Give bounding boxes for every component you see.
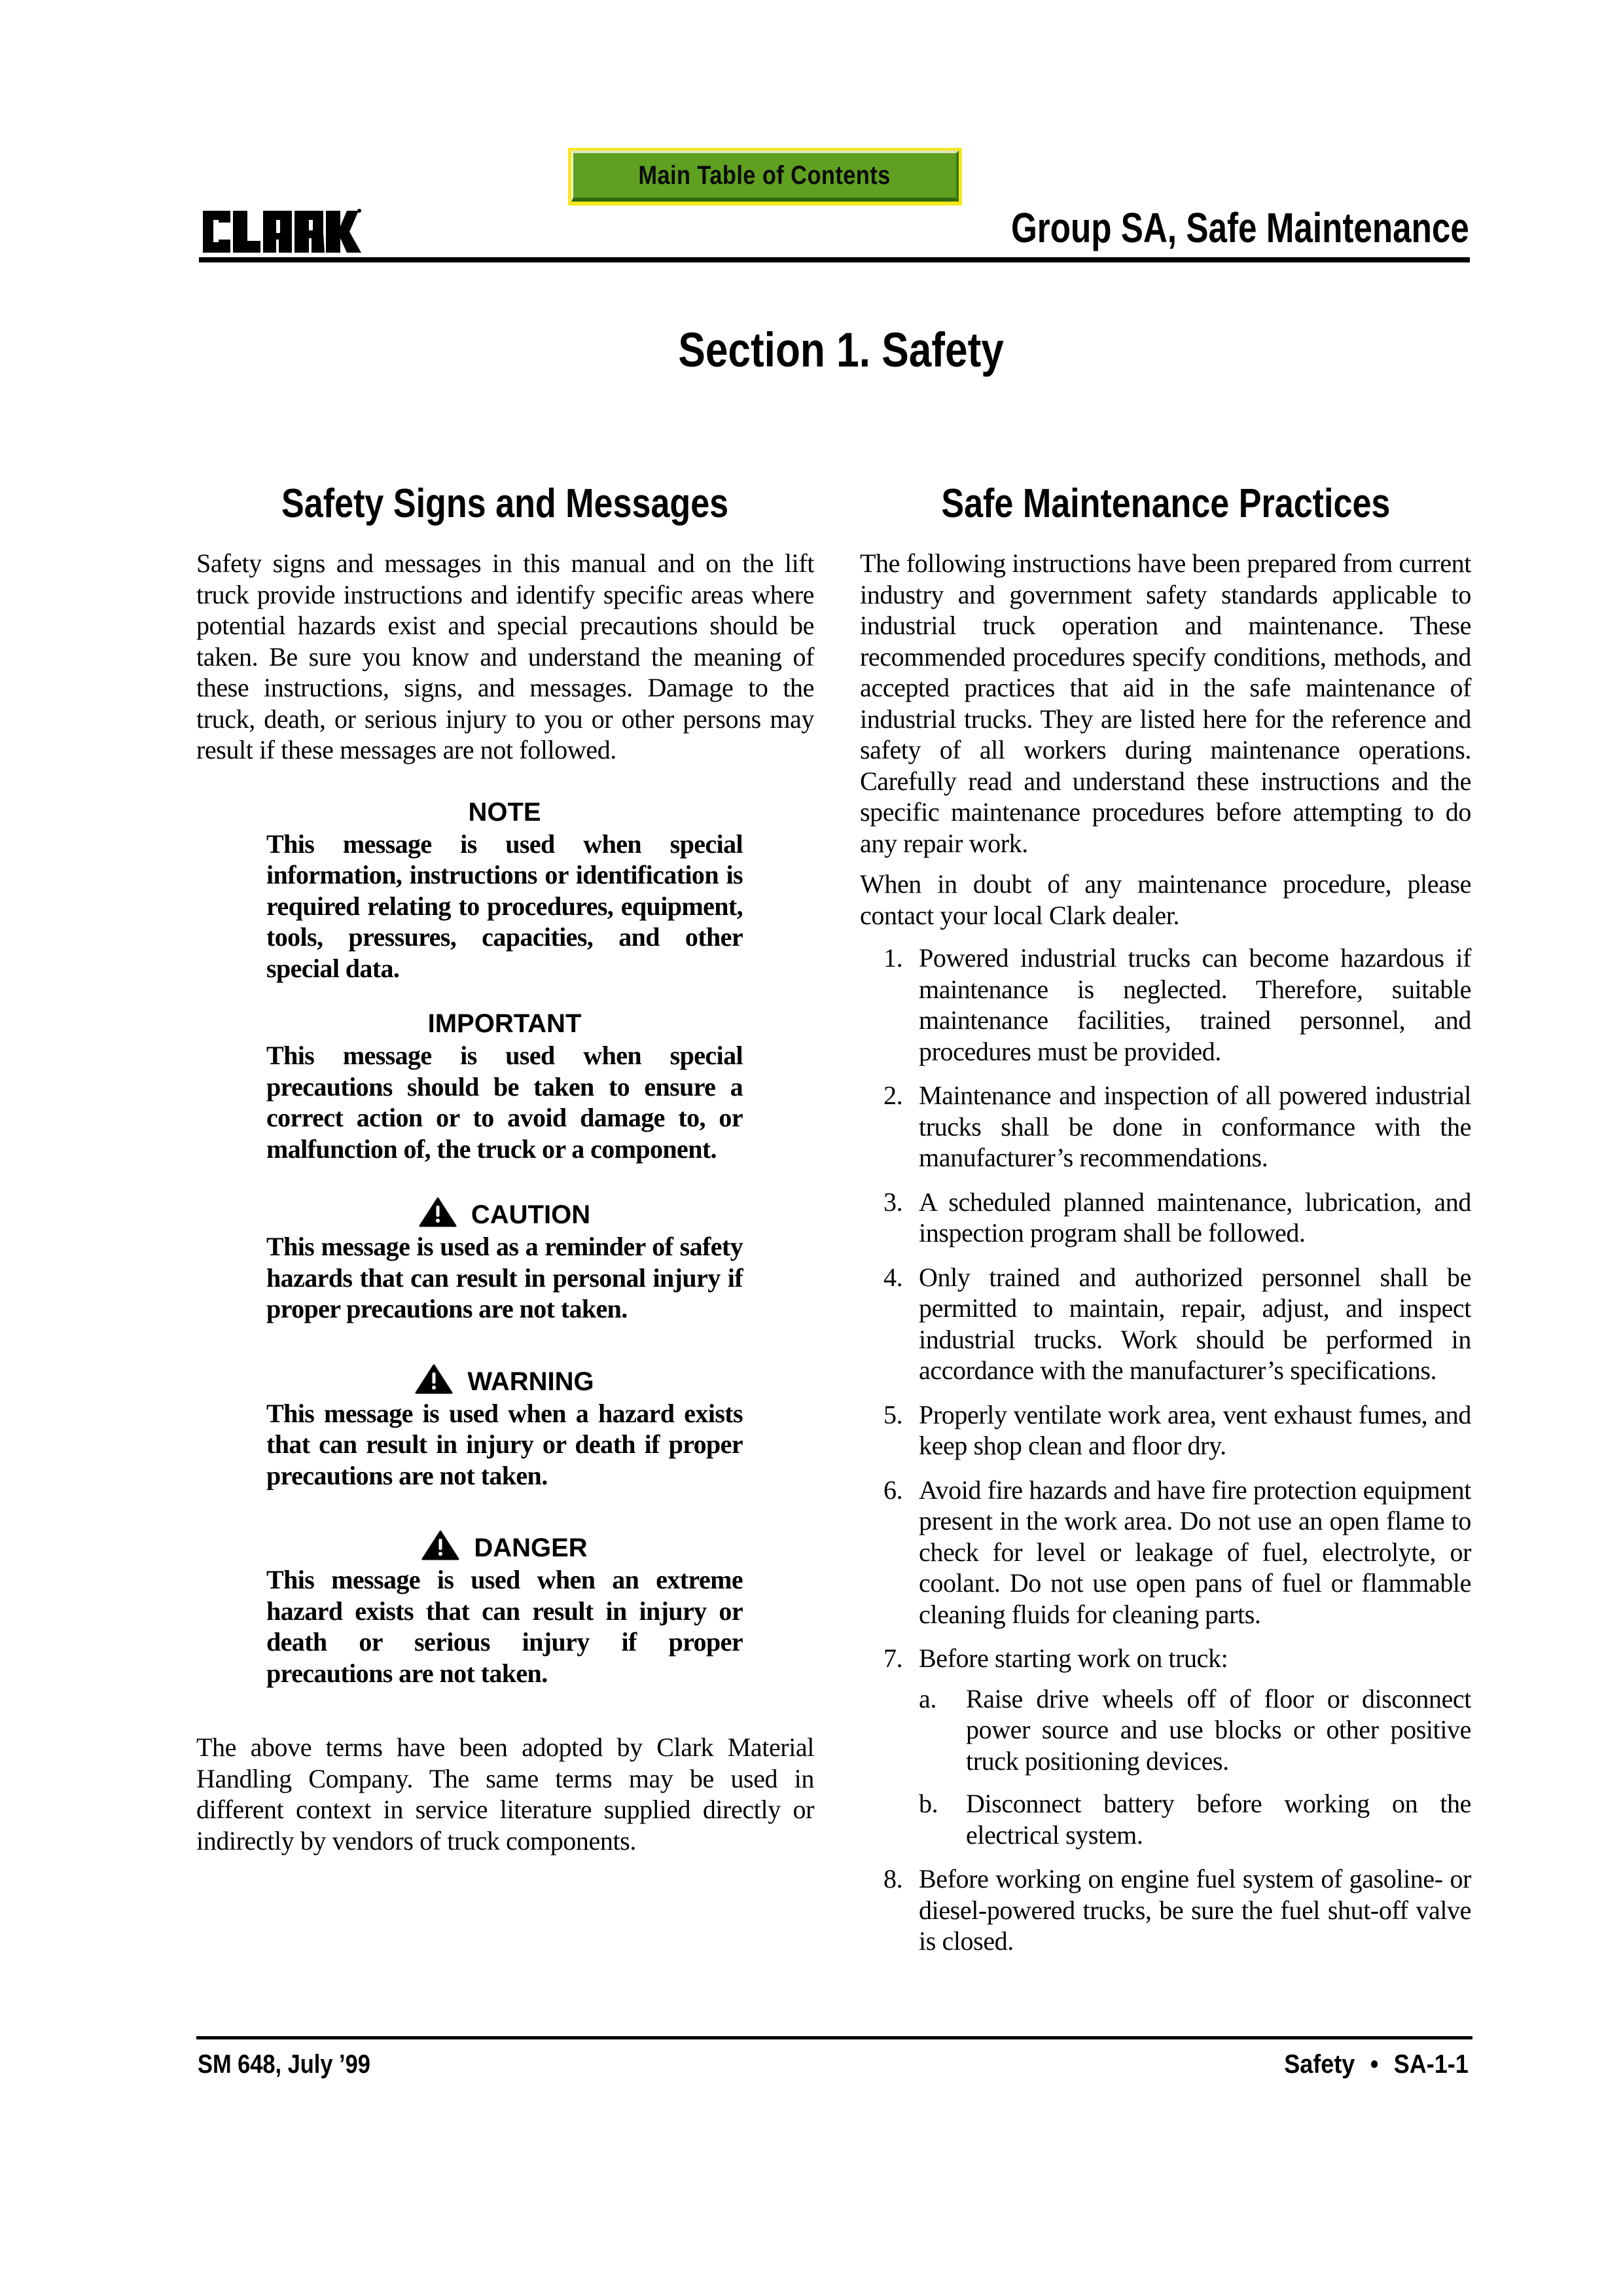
list-text: Avoid fire hazards and have fire protection equipment present in the work area. Do not use an open flame to check for level or leakage of fuel, electrolyte, or coolant. Do not use open pans of fuel or flammable cleaning fluids for cleaning parts. — [919, 1475, 1471, 1629]
maintenance-practices-list — [860, 942, 1471, 1957]
warning-triangle-icon — [419, 1197, 457, 1227]
section-title-text: Section 1. Safety — [678, 323, 1004, 377]
list-number: 3. — [883, 1187, 903, 1217]
notice-title — [266, 1364, 743, 1398]
sub-list-letter: b. — [919, 1789, 938, 1818]
notice-body: This message is used as a reminder of safety hazards that can result in personal injury if proper precautions are not taken. — [266, 1232, 743, 1323]
toc-button-face — [571, 151, 959, 202]
footer-section-label: Safety — [1284, 2050, 1355, 2079]
sub-list-text: Raise drive wheels off of floor or disconnect power source and use blocks or other positive truck positioning devices. — [966, 1683, 1471, 1776]
list-item — [860, 1863, 1471, 1957]
terms-adopted-paragraph: The above terms have been adopted by Clark Material Handling Company. The same terms may be used in different context in service literature supplied directly or indirectly by vendors of truck components. — [196, 1732, 814, 1856]
group-title: Group SA, Safe Maintenance — [1011, 204, 1469, 251]
notice-caution — [266, 1197, 743, 1325]
footer-separator: • — [1370, 2050, 1379, 2079]
notice-body: This message is used when special information, instructions or identification is required relating to procedures, equipment, tools, pressures, capacities, and other special data. — [266, 829, 743, 983]
notice-body: This message is used when a hazard exists that can result in injury or death if proper precautions are not taken. — [266, 1398, 743, 1490]
footer-rule — [196, 2036, 1472, 2039]
footer-page-info — [1284, 2050, 1469, 2079]
list-item — [860, 1643, 1471, 1850]
right-heading-text: Safe Maintenance Practices — [940, 481, 1391, 526]
notice-title — [266, 1197, 743, 1231]
notice-title: NOTE — [468, 797, 541, 827]
notice-warning — [266, 1364, 743, 1492]
list-number: 1. — [883, 943, 903, 973]
safety-signs-intro: Safety signs and messages in this manual and on the lift truck provide instructions and identify specific areas where potential hazards exist and special precautions should be taken. Be sure you know and understand the meaning of these instructions, signs, and messages. Damage to the truck, death, or serious injury to you or other persons may result if these messages are not followed. — [196, 548, 814, 764]
left-column — [196, 481, 814, 1856]
list-text: Properly ventilate work area, vent exhaust fumes, and keep shop clean and floor dry. — [919, 1399, 1471, 1460]
list-number: 7. — [883, 1643, 903, 1673]
header-rule — [199, 257, 1470, 262]
footer-manual-id: SM 648, July ’99 — [198, 2050, 370, 2079]
sub-list-item — [919, 1788, 1471, 1850]
notice-note — [266, 796, 743, 984]
notice-body: This message is used when an extreme hazard exists that can result in injury or death or serious injury if proper precautions are not taken. — [266, 1565, 743, 1688]
list-number: 4. — [883, 1262, 903, 1292]
list-text: Maintenance and inspection of all powered industrial trucks shall be done in conformance with the manufacturer’s recommendations. — [919, 1081, 1471, 1172]
list-item — [860, 942, 1471, 1067]
notice-important — [266, 1007, 743, 1164]
right-column — [860, 481, 1471, 1970]
toc-button-label: Main Table of Contents — [638, 160, 891, 190]
list-item — [860, 1080, 1471, 1174]
list-item — [860, 1262, 1471, 1386]
right-column-heading — [860, 481, 1471, 527]
notice-title-text: CAUTION — [471, 1200, 591, 1229]
clark-logo-icon — [202, 207, 363, 254]
list-text: Powered industrial trucks can become hazardous if maintenance is neglected. Therefore, suitable maintenance facilities, trained personnel, and procedures must be provided. — [919, 943, 1471, 1066]
doubt-paragraph: When in doubt of any maintenance procedure, please contact your local Clark dealer. — [860, 869, 1471, 930]
warning-triangle-icon — [421, 1530, 459, 1560]
left-heading-text: Safety Signs and Messages — [281, 481, 729, 526]
list-item — [860, 1187, 1471, 1249]
list-text: A scheduled planned maintenance, lubrication, and inspection program shall be followed. — [919, 1187, 1471, 1247]
section-title — [0, 324, 1623, 376]
list-number: 6. — [883, 1475, 903, 1505]
sub-list-text: Disconnect battery before working on the electrical system. — [966, 1789, 1471, 1850]
list-text: Before working on engine fuel system of gasoline- or diesel-powered trucks, be sure the fuel shut-off valve is closed. — [919, 1864, 1471, 1956]
list-text: Only trained and authorized personnel shall be permitted to maintain, repair, adjust, and inspect industrial trucks. Work should be performed in accordance with the manufacturer’s specifications. — [919, 1262, 1471, 1385]
list-number: 2. — [883, 1081, 903, 1110]
list-text: Before starting work on truck: — [919, 1643, 1228, 1673]
notice-danger — [266, 1530, 743, 1689]
page-number: SA-1-1 — [1393, 2050, 1469, 2079]
list-number: 8. — [883, 1864, 903, 1893]
notice-title — [266, 1530, 743, 1564]
sub-list — [919, 1683, 1471, 1851]
left-column-heading — [196, 481, 814, 527]
notice-title-text: WARNING — [467, 1367, 594, 1396]
notice-body: This message is used when special precautions should be taken to ensure a correct action or to avoid damage to, or malfunction of, the truck or a component. — [266, 1041, 743, 1164]
notice-title-text: DANGER — [474, 1534, 588, 1562]
maintenance-intro: The following instructions have been prepared from current industry and government safety standards applicable to industrial truck operation and maintenance. These recommended procedures specify conditions, methods, and accepted practices that aid in the safe maintenance of industrial trucks. They are listed here for the reference and safety of all workers during maintenance operations. Carefully read and understand these instructions and the specific maintenance procedures before attempting to do any repair work. — [860, 548, 1471, 858]
warning-triangle-icon — [415, 1364, 453, 1394]
notice-title: IMPORTANT — [427, 1009, 582, 1038]
list-item — [860, 1399, 1471, 1462]
sub-list-item — [919, 1683, 1471, 1777]
list-item — [860, 1475, 1471, 1630]
list-number: 5. — [883, 1399, 903, 1429]
main-table-of-contents-button[interactable] — [568, 148, 962, 206]
sub-list-letter: a. — [919, 1683, 936, 1713]
